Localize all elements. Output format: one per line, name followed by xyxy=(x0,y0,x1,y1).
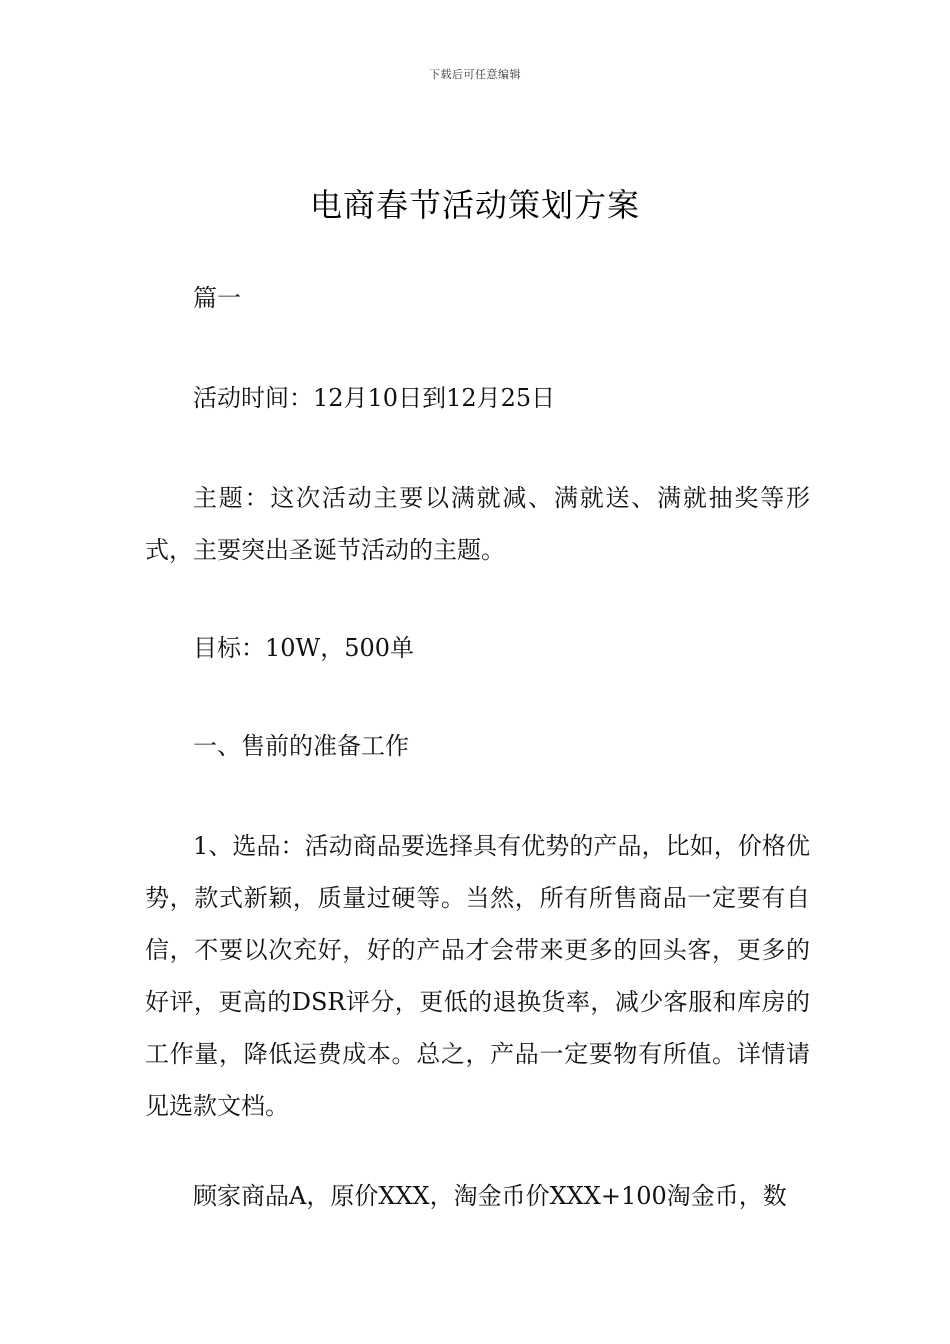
paragraph-section: 篇一 xyxy=(193,284,241,312)
theme-block xyxy=(145,472,810,576)
product-selection-block xyxy=(145,820,810,1132)
paragraph-product-a: 顾家商品A，原价XXX，淘金币价XXX+100淘金币，数 xyxy=(193,1182,787,1210)
pre-sale-heading-block xyxy=(145,720,810,772)
section-heading xyxy=(145,272,810,324)
paragraph-activity-time: 活动时间：12月10日到12月25日 xyxy=(193,384,556,412)
activity-time-block xyxy=(145,372,810,424)
product-a-block xyxy=(145,1170,810,1222)
paragraph-pre-sale: 一、售前的准备工作 xyxy=(193,732,409,760)
target-block xyxy=(145,622,810,674)
document-title: 电商春节活动策划方案 xyxy=(309,186,640,224)
paragraph-selection: 1、选品：活动商品要选择具有优势的产品，比如，价格优势，款式新颖，质量过硬等。当然，所有所售商品一定要有自信，不要以次充好，好的产品才会带来更多的回头客，更多的好评，更高的DSR评分，更低的退换货率，减少客服和库房的工作量，降低运费成本。总之，产品一定要物有所值。详情请见选款文档。 xyxy=(145,832,810,1120)
header-note: 下载后可任意编辑 xyxy=(429,68,521,81)
paragraph-theme: 主题：这次活动主要以满就减、满就送、满就抽奖等形式，主要突出圣诞节活动的主题。 xyxy=(145,484,810,564)
paragraph-target: 目标：10W，500单 xyxy=(193,634,415,662)
